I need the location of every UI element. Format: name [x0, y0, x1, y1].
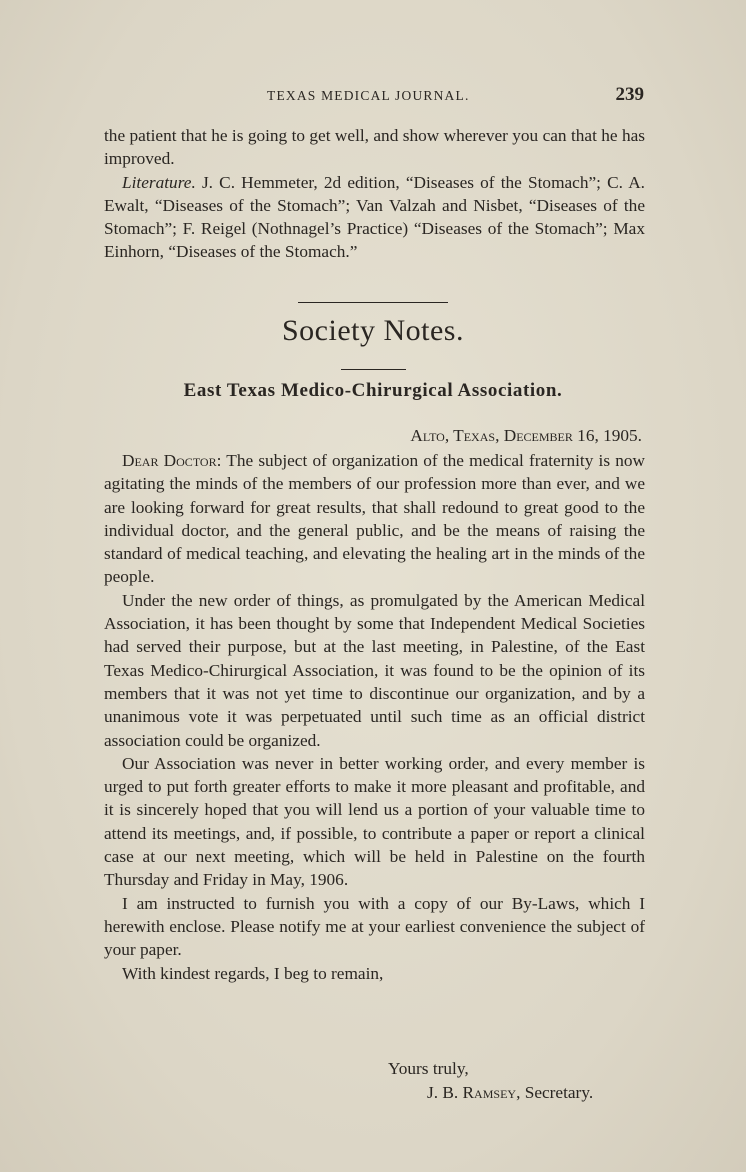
letter-paragraph-5: With kindest regards, I beg to remain, [122, 963, 384, 983]
signature [427, 1083, 593, 1103]
letter-paragraph-1-text: The subject of organization of the medical fraternity is now agitating the minds of the members of our profession more than ever, and we are looking forward for great results, that shall redound to great good to the individual doctor, and the general public, and be the means of raising the standard of medical teaching, and elevating the healing art in the minds of the people. [104, 451, 645, 587]
section-divider [298, 302, 448, 303]
letter-closing: Yours truly, [388, 1059, 469, 1078]
signature-name: J. B. Ramsey, [427, 1083, 521, 1102]
letter-paragraph-3: Our Association was never in better working order, and every member is urged to put forth greater efforts to make it more pleasant and profitable, and it is sincerely hoped that you will lend us a portion of your valuable time to attend its meetings, and, if possible, to contribute a paper or report a clinical case at our next meeting, which will be held in Palestine on the fourth Thursday and Friday in May, 1906. [104, 753, 645, 890]
section-title: Society Notes. [282, 314, 464, 347]
salutation: Dear Doctor: [122, 451, 222, 470]
page-header [104, 86, 644, 110]
signature-title: Secretary. [520, 1083, 594, 1102]
letter-dateline: Alto, Texas, December 16, 1905. [410, 426, 642, 445]
letter-body [104, 449, 645, 985]
literature-label: Literature. [122, 172, 196, 192]
letter-paragraph-1 [104, 449, 645, 589]
title-underline [341, 369, 406, 370]
page-number: 239 [615, 84, 644, 105]
running-head: TEXAS MEDICAL JOURNAL. [267, 88, 470, 103]
letter-paragraph-2: Under the new order of things, as promulgated by the American Medical Association, it has been thought by some that Independent Medical Societies had served their purpose, but at the last meeting, in Palestine, of the East Texas Medico-Chirurgical Association, it was found to be the opinion of its members that it was not yet time to discontinue our organization, and by a unanimous vote it was perpetuated until such time as an official district association could be organized. [104, 590, 645, 750]
intro-paragraph: the patient that he is going to get well, and show wherever you can that he has improved. [104, 126, 645, 169]
literature-paragraph [104, 171, 645, 264]
association-heading: East Texas Medico-Chirurgical Association. [183, 380, 563, 401]
intro-text [104, 124, 645, 264]
literature-text: J. C. Hemmeter, 2d edition, “Diseases of the Stomach”; C. A. Ewalt, “Diseases of the Stomach”; Van Valzah and Nisbet, “Diseases of the Stomach”; F. Reigel (Nothnagel’s Practice) “Diseases of the Stomach”; Max Einhorn, “Diseases of the Stomach.” [104, 172, 645, 262]
letter-paragraph-4: I am instructed to furnish you with a copy of our By-Laws, which I herewith enclose. Please notify me at your earliest convenience the subject of your paper. [104, 893, 645, 960]
